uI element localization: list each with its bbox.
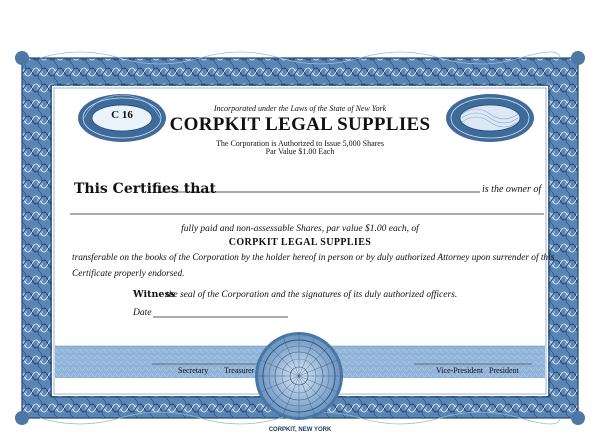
secretary-label: Secretary <box>178 366 209 375</box>
witness-text: the seal of the Corporation and the signatures of its duly authorized officers. <box>166 290 458 300</box>
transfer-clause-line-1: transferable on the books of the Corporation by the holder hereof in person or by duly authorized Attorney upon surrender of this <box>72 253 555 263</box>
transfer-clause-line-2: Certificate properly endorsed. <box>72 269 185 279</box>
certificate-number: C 16 <box>111 109 133 121</box>
footer-city: CORPKIT, NEW YORK <box>268 427 332 433</box>
president-label: President <box>489 366 519 375</box>
certifies-label: This Certifies that <box>74 181 216 197</box>
date-label: Date <box>133 308 152 318</box>
par-value-line: Par Value $1.00 Each <box>265 147 335 156</box>
company-name-body: CORPKIT LEGAL SUPPLIES <box>228 237 372 248</box>
witness-label: Witness <box>133 289 176 300</box>
incorporation-line: Incorporated under the Laws of the State of New York <box>213 104 387 113</box>
authorized-shares-line: The Corporation is Authorized to Issue 5,000 Shares <box>216 139 384 148</box>
vice-president-label: Vice-President <box>436 366 484 375</box>
company-title: CORPKIT LEGAL SUPPLIES <box>169 114 431 135</box>
shares-description: fully paid and non-assessable Shares, par value $1.00 each, of <box>181 224 419 234</box>
owner-label: is the owner of <box>482 184 542 195</box>
corporate-seal <box>255 332 343 420</box>
treasurer-label: Treasurer <box>224 366 255 375</box>
